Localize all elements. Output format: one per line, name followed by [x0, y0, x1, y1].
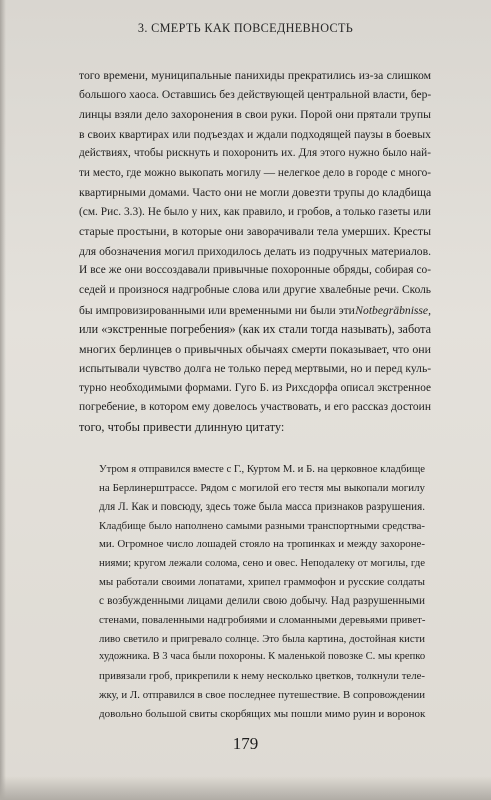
body-line: линцы взяли дело захоронения в свои руки. Порой они прятали трупы: [79, 108, 431, 122]
body-line: седей и произнося надгробные слова или другие хвалебные речи. Сколь: [79, 284, 431, 297]
quote-line: ми. Огромное число лошадей стояло на тропинках и между захороне-: [99, 538, 425, 551]
body-line: погребение, в котором ему довелось участвовать, и его рассказ достоин: [79, 401, 431, 414]
italic-term: Notbegräbnisse: [355, 303, 429, 317]
quote-line: на Берлинерштрассе. Рядом с могилой его тестя мы выкопали могилу: [99, 481, 425, 494]
body-line-segment: бы импровизированными или временными ни были эти: [79, 303, 355, 317]
page-bottom-shadow: [0, 776, 491, 800]
body-line-with-italic: [79, 301, 431, 321]
body-line-last: того, чтобы привести длинную цитату:: [79, 419, 285, 434]
block-quote: [99, 460, 425, 724]
body-line: квартирными домами. Часто они не могли довезти трупы до кладбища: [79, 186, 432, 200]
body-text: [79, 66, 431, 437]
body-line: того времени, муниципальные панихиды прекратились из-за слишком: [79, 69, 431, 82]
quote-line: ниями; кругом лежали солома, сено и овес. Неподалеку от могилы, где: [99, 557, 425, 570]
body-line: или «экстренные погребения» (как их стали тогда называть), забота: [79, 322, 431, 337]
quote-line: с возбужденными лицами делили свою добычу. Над разрушенными: [99, 594, 425, 607]
page-number: 179: [232, 734, 259, 753]
body-line: старые простыни, в которые они заворачивали тела умерших. Кресты: [79, 224, 431, 239]
body-line: И все же они воссоздавали привычные похоронные обряды, собирая со-: [79, 264, 431, 277]
quote-line: Утром я отправился вместе с Г., Куртом М. и Б. на церковное кладбище: [99, 463, 425, 475]
body-line: турно необходимыми формами. Гуго Б. из Рихсдорфа описал экстренное: [79, 381, 431, 394]
page-gutter-shadow: [0, 0, 6, 800]
body-line: ти место, где можно выкопать могилу — нелегкое дело в городе с много-: [79, 166, 431, 179]
quote-line: привязали гроб, прикрепили к нему несколько цветков, толкнули теле-: [99, 670, 425, 683]
quote-line: художника. В 3 часа были похороны. К маленькой повозке С. мы крепко: [99, 651, 426, 663]
quote-line: ливо светило и пригревало солнце. Это была картина, достойная кисти: [99, 632, 425, 645]
body-line: действиях, чтобы рискнуть и похоронить их. Для этого нужно было най-: [79, 147, 431, 160]
body-line: многих берлинцев о привычных обычаях смерти показывает, что они: [79, 341, 431, 356]
body-line: для обозначения могил приходилось делать из подручных материалов.: [79, 244, 432, 258]
body-line: в своих квартирах или подъездах и ждали подходящей паузы в боевых: [79, 127, 431, 141]
body-line-italic-term: [355, 301, 431, 321]
quote-line: для Л. Как и повсюду, здесь тоже была масса признаков разрушения.: [99, 500, 425, 513]
body-line: испытывали чувство долга не только перед мертвыми, но и перед куль-: [79, 362, 432, 376]
punctuation: ,: [428, 303, 431, 317]
quote-line: стенами, поваленными надгробиями и сломанными деревьями привет-: [99, 613, 426, 626]
quote-line: довольно большой свиты скорбящих мы пошли мимо руин и воронок: [99, 707, 426, 720]
body-line: (см. Рис. 3.3). Не было у них, как правило, и гробов, а только газеты или: [79, 205, 431, 218]
quote-line: жку, и Л. отправился в свое последнее путешествие. В сопровождении: [99, 689, 425, 702]
body-line: большого хаоса. Оставшись без действующей центральной власти, бер-: [79, 88, 432, 101]
running-head: 3. СМЕРТЬ КАК ПОВСЕДНЕВНОСТЬ: [137, 21, 354, 35]
quote-line: мы работали своими лопатами, хрипел граммофон и русские солдаты: [99, 576, 425, 589]
quote-line: Кладбище было наполнено самыми разными транспортными средства-: [99, 519, 425, 532]
